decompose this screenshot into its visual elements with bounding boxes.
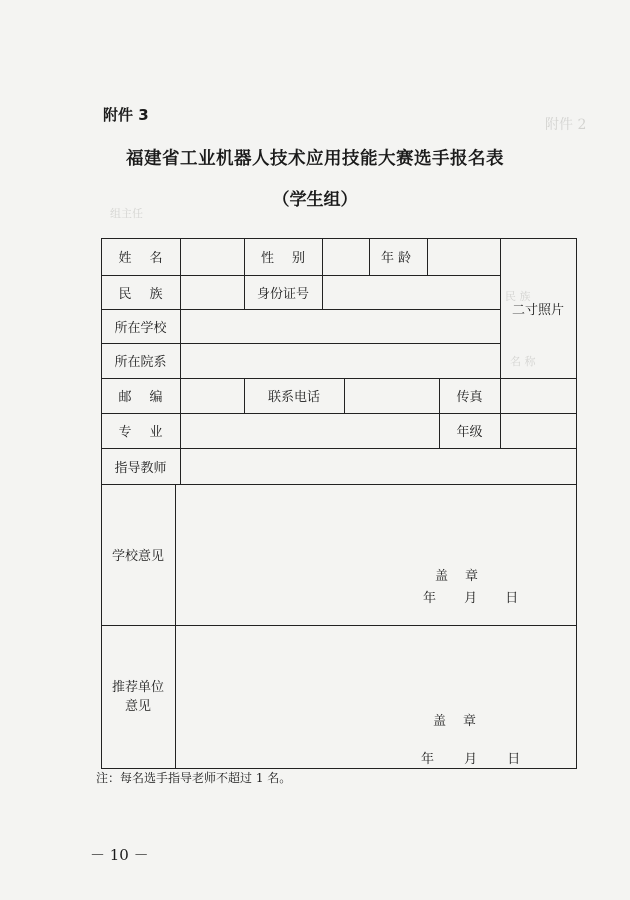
major-label-text: 专业 — [118, 425, 181, 440]
form-title: 福建省工业机器人技术应用技能大赛选手报名表 — [126, 149, 504, 169]
ethnicity-label-text: 民族 — [118, 286, 181, 302]
phone-field[interactable] — [345, 379, 438, 412]
school-seal-label: 盖 章 — [435, 569, 481, 584]
postcode-label — [101, 378, 180, 413]
name-label — [101, 238, 180, 275]
age-label — [369, 238, 427, 275]
bleed-through-mark: 民 族 — [505, 290, 531, 303]
gender-field[interactable] — [323, 239, 368, 274]
school-label: 所在学校 — [114, 320, 167, 336]
fax-field[interactable] — [501, 379, 575, 412]
department-label: 所在院系 — [114, 355, 167, 370]
name-field[interactable] — [181, 239, 243, 274]
school-opinion-label: 学校意见 — [111, 549, 164, 564]
name-label-text: 姓名 — [118, 251, 181, 266]
major-label — [101, 413, 180, 448]
school-date-label: 年 月 日 — [423, 591, 521, 606]
bleed-through-annex: 附件 2 — [545, 117, 587, 133]
major-field[interactable] — [181, 414, 438, 447]
footnote: 注：每名选手指导老师不超过 1 名。 — [96, 771, 292, 785]
recommender-label-line1: 推荐单位 — [111, 679, 164, 695]
recommender-date-label: 年 月 日 — [421, 752, 523, 767]
registration-form-table — [101, 238, 577, 768]
postcode-field[interactable] — [181, 379, 243, 412]
phone-label: 联系电话 — [267, 390, 320, 405]
postcode-label-text: 邮编 — [118, 390, 181, 405]
fax-label: 传真 — [456, 390, 483, 405]
table-border — [576, 238, 577, 768]
id-number-label: 身份证号 — [256, 286, 309, 302]
department-field[interactable] — [181, 344, 499, 377]
bleed-through-mark: 组主任 — [110, 207, 143, 220]
form-subtitle: （学生组） — [272, 190, 358, 210]
ethnicity-label — [101, 275, 180, 309]
grade-label: 年级 — [456, 425, 483, 440]
gender-label — [244, 238, 322, 275]
page-number: － 10 － — [90, 846, 149, 864]
recommender-opinion-label — [101, 625, 175, 768]
recommender-label-line2: 意见 — [124, 698, 151, 714]
gender-label-text: 性别 — [260, 251, 323, 266]
age-label-text: 年龄 — [380, 251, 415, 266]
annex-label: 附件 3 — [103, 106, 149, 124]
id-number-field[interactable] — [323, 276, 499, 308]
school-field[interactable] — [181, 310, 499, 342]
recommender-opinion-field[interactable] — [176, 626, 575, 767]
advisor-field[interactable] — [181, 449, 575, 483]
recommender-seal-label: 盖 章 — [433, 714, 479, 729]
bleed-through-mark: 名 称 — [510, 355, 536, 368]
advisor-label: 指导教师 — [114, 460, 167, 476]
age-field[interactable] — [428, 239, 499, 274]
photo-placeholder[interactable]: 二寸照片 — [511, 302, 564, 318]
grade-field[interactable] — [501, 414, 575, 447]
ethnicity-field[interactable] — [181, 276, 243, 308]
